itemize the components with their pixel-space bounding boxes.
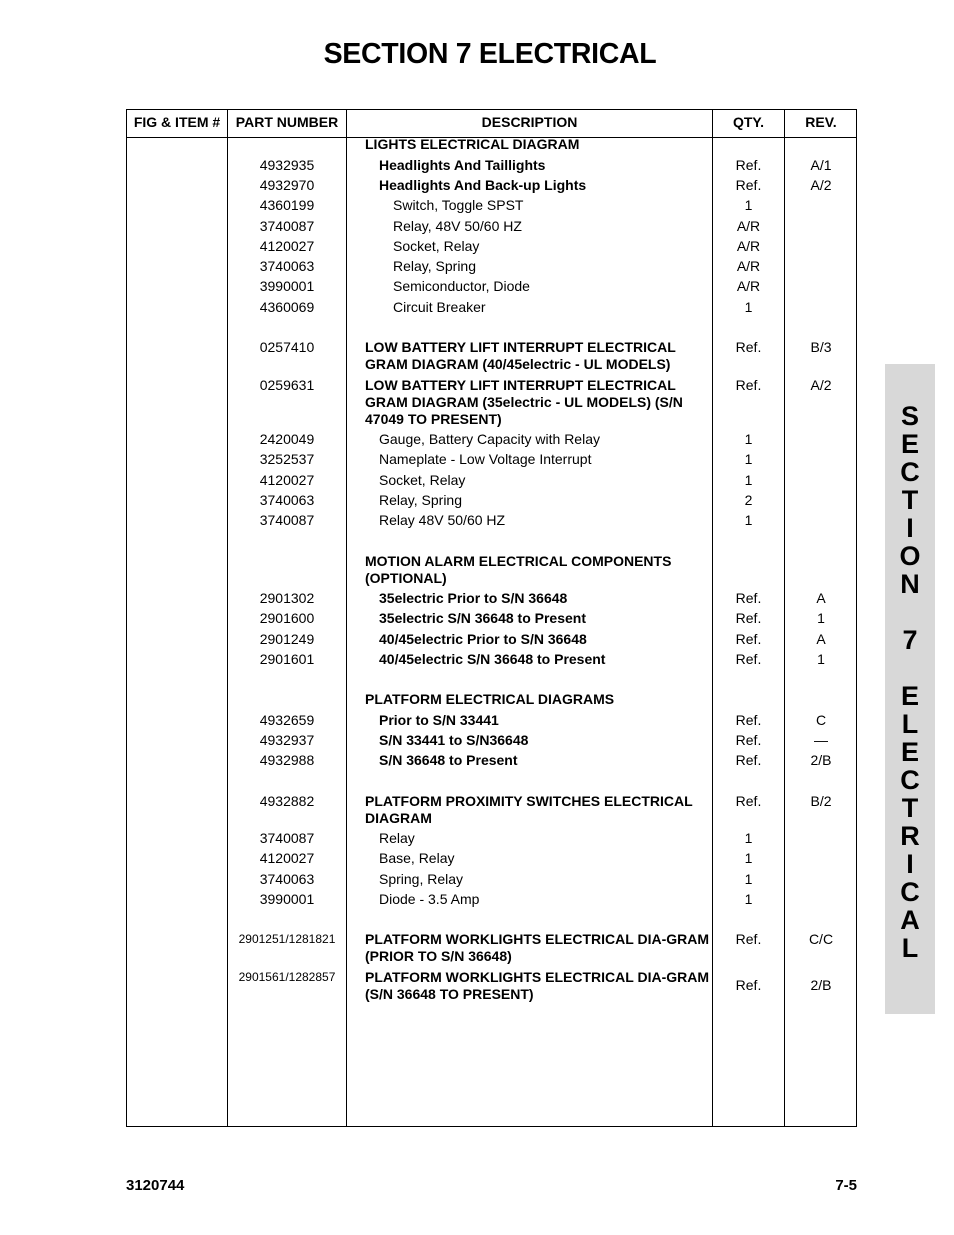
description-cell: LOW BATTERY LIFT INTERRUPT ELECTRICAL GRAM DIAGRAM (40/45electric - UL MODELS) (365, 339, 676, 372)
part-number-cell: 4360199 (259, 197, 315, 213)
description-cell: 40/45electric S/N 36648 to Present (379, 651, 606, 667)
rev-cell: — (814, 732, 828, 748)
part-number-cell: 3740087 (259, 218, 315, 234)
col-header-description: DESCRIPTION (481, 114, 578, 130)
part-number-cell: 2901600 (259, 610, 315, 626)
description-cell: Socket, Relay (379, 472, 466, 488)
col-header-qty: QTY. (732, 114, 765, 130)
description-cell: S/N 36648 to Present (379, 752, 518, 768)
part-number-cell: 0259631 (259, 377, 315, 393)
col-header-rev: REV. (805, 114, 837, 130)
description-cell: LOW BATTERY LIFT INTERRUPT ELECTRICAL GRAM DIAGRAM (35electric - UL MODELS) (S/N 47049 TO PRESENT) (365, 377, 683, 427)
section-tab-letter: T (901, 485, 919, 515)
page-title: SECTION 7 ELECTRICAL (323, 38, 657, 70)
part-number-cell: 4932659 (259, 712, 315, 728)
part-number-cell: 3740087 (259, 512, 315, 528)
qty-cell: A/R (736, 258, 761, 274)
part-number-cell: 3740063 (259, 258, 315, 274)
qty-cell: 1 (744, 197, 753, 213)
part-number-cell: 3990001 (259, 891, 315, 907)
description-cell: Headlights And Back-up Lights (379, 177, 587, 193)
description-cell: Base, Relay (379, 850, 455, 866)
qty-cell: 1 (744, 299, 753, 315)
qty-cell: Ref. (735, 377, 762, 393)
qty-cell: Ref. (735, 177, 762, 193)
part-number-cell: 3740063 (259, 492, 315, 508)
section-tab-letter: L (901, 933, 919, 963)
part-number-cell: 3990001 (259, 278, 315, 294)
page-number: 7-5 (835, 1177, 857, 1194)
description-cell: Relay, 48V 50/60 HZ (393, 218, 522, 234)
part-number-cell: 4932970 (259, 177, 315, 193)
qty-cell: 2 (744, 492, 753, 508)
rev-cell: A/2 (810, 377, 832, 393)
part-number-cell: 3740063 (259, 871, 315, 887)
qty-cell: 1 (744, 472, 753, 488)
description-cell: Diode - 3.5 Amp (379, 891, 480, 907)
qty-cell: Ref. (735, 793, 762, 809)
section-tab (885, 364, 935, 1014)
part-number-cell: 4932882 (259, 793, 315, 809)
description-cell: 35electric S/N 36648 to Present (379, 610, 587, 626)
description-cell: PLATFORM ELECTRICAL DIAGRAMS (365, 691, 615, 707)
rev-cell: 1 (817, 651, 825, 667)
rev-cell: C (815, 712, 827, 728)
section-tab-letter: I (906, 849, 914, 879)
part-number-cell: 2901601 (259, 651, 315, 667)
section-tab-letter: E (900, 737, 919, 767)
description-cell: 40/45electric Prior to S/N 36648 (379, 631, 587, 647)
part-number-cell: 2420049 (259, 431, 315, 447)
description-cell: LIGHTS ELECTRICAL DIAGRAM (365, 136, 580, 152)
qty-cell: Ref. (735, 590, 762, 606)
description-cell: 35electric Prior to S/N 36648 (379, 590, 568, 606)
rev-cell: A/1 (810, 157, 832, 173)
description-cell: PLATFORM PROXIMITY SWITCHES ELECTRICAL DIAGRAM (365, 793, 693, 826)
rev-cell: 2/B (810, 752, 832, 768)
description-cell: Spring, Relay (379, 871, 464, 887)
qty-cell: Ref. (735, 752, 762, 768)
rev-cell: A (816, 590, 826, 606)
part-number-cell: 3252537 (259, 451, 315, 467)
rev-cell: 2/B (810, 977, 832, 993)
description-cell: PLATFORM WORKLIGHTS ELECTRICAL DIA-GRAM (S/N 36648 TO PRESENT) (365, 969, 710, 1002)
qty-cell: Ref. (735, 732, 762, 748)
section-tab-letter: T (901, 793, 919, 823)
qty-cell: Ref. (735, 610, 762, 626)
qty-cell: 1 (744, 871, 753, 887)
qty-cell: A/R (736, 238, 761, 254)
part-number-cell: 2901251/1281821 (238, 932, 336, 946)
rev-cell: A/2 (810, 177, 832, 193)
section-tab-letter: C (900, 765, 920, 795)
description-cell: Semiconductor, Diode (393, 278, 530, 294)
qty-cell: 1 (744, 431, 753, 447)
part-number-cell: 0257410 (259, 339, 315, 355)
part-number-cell: 3740087 (259, 830, 315, 846)
qty-cell: A/R (736, 278, 761, 294)
description-cell: Socket, Relay (393, 238, 480, 254)
qty-cell: Ref. (735, 631, 762, 647)
description-cell: Relay 48V 50/60 HZ (379, 512, 506, 528)
qty-cell: 1 (744, 451, 753, 467)
description-cell: Prior to S/N 33441 (379, 712, 499, 728)
col-header-fig-item: FIG & ITEM # (133, 114, 221, 130)
part-number-cell: 4932937 (259, 732, 315, 748)
qty-cell: Ref. (735, 651, 762, 667)
part-number-cell: 4932988 (259, 752, 315, 768)
part-number-cell: 4120027 (259, 850, 315, 866)
qty-cell: Ref. (735, 931, 762, 947)
doc-number: 3120744 (126, 1177, 185, 1194)
part-number-cell: 4120027 (259, 238, 315, 254)
section-tab-letter: R (900, 821, 920, 851)
description-cell: Relay (379, 830, 415, 846)
description-cell: Gauge, Battery Capacity with Relay (379, 431, 600, 447)
section-tab-letter: I (906, 513, 914, 543)
qty-cell: 1 (744, 891, 753, 907)
description-cell: Switch, Toggle SPST (393, 197, 524, 213)
description-cell: Headlights And Taillights (379, 157, 546, 173)
qty-cell: Ref. (735, 712, 762, 728)
part-number-cell: 2901249 (259, 631, 315, 647)
rev-cell: 1 (817, 610, 825, 626)
description-cell: MOTION ALARM ELECTRICAL COMPONENTS (OPTIONAL) (365, 553, 672, 586)
rev-cell: B/3 (810, 339, 832, 355)
section-tab-letter: C (900, 877, 920, 907)
qty-cell: 1 (744, 830, 753, 846)
description-cell: Relay, Spring (379, 492, 463, 508)
part-number-cell: 4932935 (259, 157, 315, 173)
section-tab-letter: E (900, 429, 919, 459)
section-tab-letter: S (900, 401, 919, 431)
description-cell: PLATFORM WORKLIGHTS ELECTRICAL DIA-GRAM (PRIOR TO S/N 36648) (365, 931, 710, 964)
rev-cell: B/2 (810, 793, 832, 809)
qty-cell: Ref. (735, 977, 762, 993)
qty-cell: A/R (736, 218, 761, 234)
qty-cell: 1 (744, 512, 753, 528)
description-cell: Circuit Breaker (393, 299, 486, 315)
section-tab-letter: C (900, 457, 920, 487)
description-cell: Nameplate - Low Voltage Interrupt (379, 451, 592, 467)
section-tab-letter: N (900, 569, 920, 599)
rev-cell: A (816, 631, 826, 647)
qty-cell: Ref. (735, 157, 762, 173)
part-number-cell: 2901561/1282857 (238, 970, 336, 984)
section-tab-letter: 7 (902, 625, 918, 655)
col-header-part-number: PART NUMBER (235, 114, 339, 130)
part-number-cell: 2901302 (259, 590, 315, 606)
qty-cell: Ref. (735, 339, 762, 355)
description-cell: Relay, Spring (393, 258, 477, 274)
section-tab-letter: L (901, 709, 919, 739)
section-tab-letter: A (900, 905, 920, 935)
part-number-cell: 4360069 (259, 299, 315, 315)
part-number-cell: 4120027 (259, 472, 315, 488)
rev-cell: C/C (808, 931, 834, 947)
qty-cell: 1 (744, 850, 753, 866)
section-tab-letter: E (900, 681, 919, 711)
section-tab-letter: O (899, 541, 921, 571)
description-cell: S/N 33441 to S/N36648 (379, 732, 529, 748)
